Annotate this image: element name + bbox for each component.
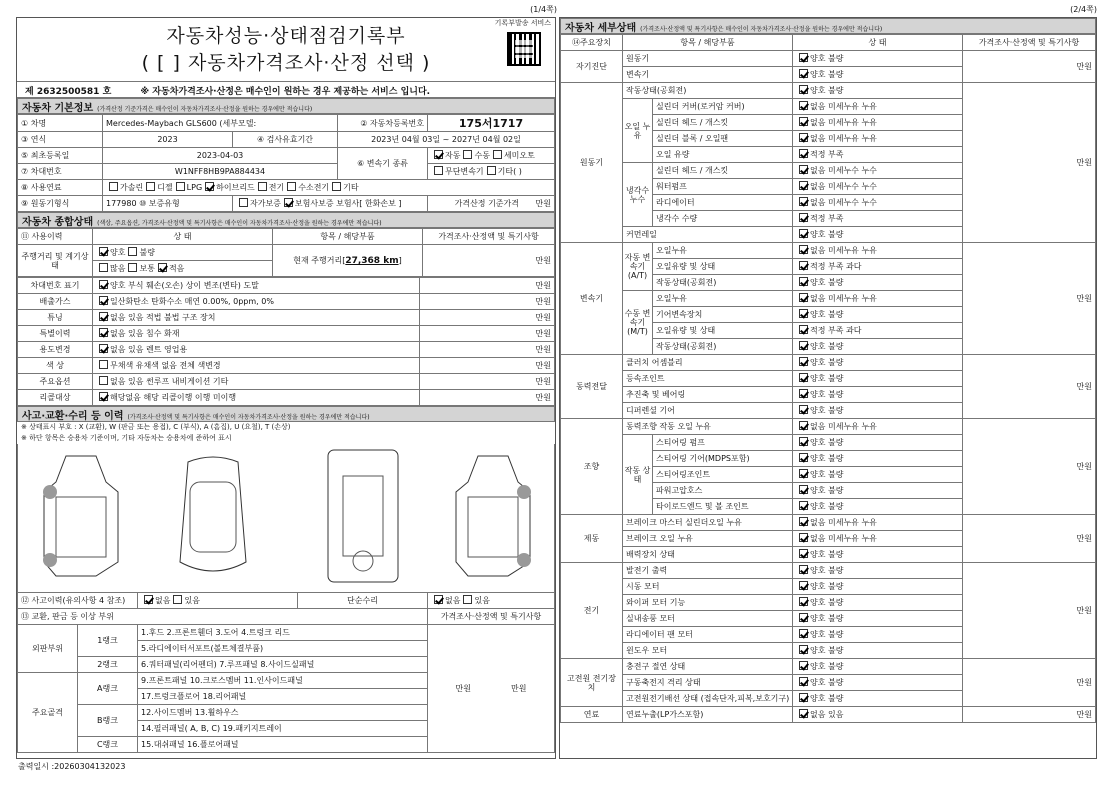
table-row: 작동상태(공회전) 양호 불량 <box>561 275 1096 291</box>
table-row: 냉각수 누수 실린더 헤드 / 개스킷 없음 미세누수 누수 <box>561 163 1096 179</box>
checkbox[interactable] <box>799 357 808 366</box>
table-row: 오일 누유 실린더 커버(로커암 커버) 없음 미세누유 누유 <box>561 99 1096 115</box>
table-row: 실내송풍 모터 양호 불량 <box>561 611 1096 627</box>
table-row: 차대번호 표기 양호 부식 훼손(오손) 상이 변조(변타) 도말 만원 <box>18 278 555 294</box>
table-row: 제동 브레이크 마스터 실린더오일 누유 없음 미세누유 누유 만원 <box>561 515 1096 531</box>
checkbox[interactable] <box>799 341 808 350</box>
table-row: 와이퍼 모터 기능 양호 불량 <box>561 595 1096 611</box>
table-row: 주요옵션 없음 있음 썬루프 내비게이션 기타 만원 <box>18 374 555 390</box>
checkbox[interactable] <box>799 613 808 622</box>
checkbox[interactable] <box>799 517 808 526</box>
header <box>17 18 555 82</box>
table-row: 등속조인트 양호 불량 <box>561 371 1096 387</box>
checkbox[interactable] <box>799 277 808 286</box>
checkbox[interactable] <box>799 437 808 446</box>
table-row: 시동 모터 양호 불량 <box>561 579 1096 595</box>
table-row: 자기진단 원동기 양호 불량 만원 <box>561 51 1096 67</box>
checkbox[interactable] <box>99 344 108 353</box>
plate-number: 175서1717 <box>428 115 555 132</box>
table-row: 색 상 무채색 유채색 없음 전체 색변경 만원 <box>18 358 555 374</box>
checkbox[interactable] <box>799 309 808 318</box>
checkbox[interactable] <box>799 677 808 686</box>
left-page <box>16 17 556 759</box>
table-row: 고전원전기배선 상태 (접속단자,피복,보호기구) 양호 불량 <box>561 691 1096 707</box>
accident-header: 사고·교환·수리 등 이력 (가격조사·산정액 및 특기사항은 매수인이 자동차가격조사·산정을 원하는 경우에만 적습니다) <box>17 406 555 422</box>
checkbox[interactable] <box>799 85 808 94</box>
table-row: 배력장치 상태 양호 불량 <box>561 547 1096 563</box>
doc-notice: ※ 자동차가격조사·산정은 매수인이 원하는 경우 제공하는 서비스 입니다. <box>140 87 431 97</box>
table-row: 추진축 및 베어링 양호 불량 <box>561 387 1096 403</box>
checkbox[interactable] <box>799 597 808 606</box>
table-row: 연료 연료누출(LP가스포함) 없음 있음 만원 <box>561 707 1096 723</box>
page-number-right: (2/4쪽) <box>1070 5 1097 14</box>
checkbox[interactable] <box>799 389 808 398</box>
checkbox[interactable] <box>799 645 808 654</box>
table-row: 조향 동력조향 작동 오일 누유 없음 미세누유 누유 만원 <box>561 419 1096 435</box>
checkbox[interactable] <box>799 485 808 494</box>
checkbox[interactable] <box>799 565 808 574</box>
checkbox[interactable] <box>799 213 808 222</box>
table-row: 윈도우 모터 양호 불량 <box>561 643 1096 659</box>
checkbox[interactable] <box>99 296 108 305</box>
table-row: 튜닝 없음 있음 적법 불법 구조 장치 만원 <box>18 310 555 326</box>
checkbox[interactable] <box>799 709 808 718</box>
checkbox[interactable] <box>99 360 108 369</box>
car-side-left-icon <box>36 452 126 580</box>
checkbox[interactable] <box>799 149 808 158</box>
overall-rows <box>17 277 555 406</box>
table-row: 스티어링조인트 양호 불량 <box>561 467 1096 483</box>
table-row: 변속기 양호 불량 <box>561 67 1096 83</box>
checkbox[interactable] <box>799 325 808 334</box>
checkbox[interactable] <box>799 533 808 542</box>
right-page <box>559 17 1097 759</box>
car-frame-icon <box>318 446 408 586</box>
table-row: 수동 변속기 (M/T) 오일누유 없음 미세누유 누유 <box>561 291 1096 307</box>
table-row: 냉각수 수량 적정 부족 <box>561 211 1096 227</box>
table-row: 실린더 블록 / 오일팬 없음 미세누유 누유 <box>561 131 1096 147</box>
table-row: 커먼레일 양호 불량 <box>561 227 1096 243</box>
table-row: 원동기 작동상태(공회전) 양호 불량 만원 <box>561 83 1096 99</box>
table-row: 실린더 헤드 / 개스킷 없음 미세누유 누유 <box>561 115 1096 131</box>
table-row: 라디에이터 팬 모터 양호 불량 <box>561 627 1096 643</box>
checkbox[interactable] <box>799 165 808 174</box>
overall-header: 자동차 종합상태 (색상, 주요옵션, 가격조사·산정액 및 특기사항은 매수인이 자동차가격조사·산정을 원하는 경우에만 적습니다) <box>17 212 555 228</box>
print-timestamp: 출력일시 :20260304132023 <box>18 762 126 771</box>
table-row: 오일유량 및 상태 적정 부족 과다 <box>561 259 1096 275</box>
checkbox[interactable] <box>799 261 808 270</box>
table-row: 동력전달 클러치 어셈블리 양호 불량 만원 <box>561 355 1096 371</box>
checkbox[interactable] <box>799 693 808 702</box>
checkbox[interactable] <box>799 181 808 190</box>
document-subtitle: ( [ ] 자동차가격조사·산정 선택 ) <box>141 52 431 74</box>
table-row: 전기 발전기 출력 양호 불량 만원 <box>561 563 1096 579</box>
checkbox[interactable] <box>799 581 808 590</box>
table-row: 디퍼렌셜 기어 양호 불량 <box>561 403 1096 419</box>
checkbox[interactable] <box>799 293 808 302</box>
checkbox[interactable] <box>99 392 108 401</box>
checkbox[interactable] <box>799 469 808 478</box>
checkbox[interactable] <box>799 53 808 62</box>
checkbox[interactable] <box>799 453 808 462</box>
checkbox[interactable] <box>799 661 808 670</box>
checkbox[interactable] <box>799 117 808 126</box>
checkbox[interactable] <box>799 245 808 254</box>
car-side-right-icon <box>448 452 538 580</box>
table-row: 타이로드엔드 및 볼 조인트 양호 불량 <box>561 499 1096 515</box>
document-title: 자동차성능·상태점검기록부 <box>166 25 406 47</box>
checkbox[interactable] <box>99 328 108 337</box>
basic-info-table: ① 차명 Mercedes-Maybach GLS600 (세부모델: ② 자동차등록번호 175서1717 ③ 연식 2023 ④ 검사유효기간 2023년 04월 03일 ~ 2027년 04월 02일 ⑤ 최초등록일 2023-04-03 ⑥ 변속기 종류 자동 수동 세미오토 ⑦ 차대번호 W1NFF8HB9PA884434 무단변속기 기타( ) ⑧ 사용연료 가솔린 디젤 LPG 하이브리드 전기 수소전기 기타 ⑨ 원동기형식 177980 ⑩ 보증유형 자가보증 보험사보증 보험사[ 한화손보 ] 가격산정 기준가격 만원 <box>17 114 555 212</box>
checkbox[interactable] <box>99 376 108 385</box>
mileage-value: 27,368 km <box>345 256 399 266</box>
page-number-left: (1/4쪽) <box>530 5 557 14</box>
table-row: 리콜대상 해당없음 해당 리콜이행 이행 미이행 만원 <box>18 390 555 406</box>
table-row: 오일유량 및 상태 적정 부족 과다 <box>561 323 1096 339</box>
checkbox[interactable] <box>99 312 108 321</box>
car-top-front-icon <box>168 452 258 580</box>
table-row: 파워고압호스 양호 불량 <box>561 483 1096 499</box>
legend-1: ※ 상태표시 부호 : X (교환), W (판금 또는 용접), C (부식), A (흠집), U (요철), T (손상) <box>21 423 291 431</box>
table-row: 특별이력 없음 있음 침수 화재 만원 <box>18 326 555 342</box>
checkbox[interactable] <box>799 549 808 558</box>
doc-number: 제 2632500581 호 <box>25 87 112 97</box>
table-row: 배출가스 일산화탄소 탄화수소 매연 0.00%, 0ppm, 0% 만원 <box>18 294 555 310</box>
checkbox[interactable] <box>799 101 808 110</box>
table-row: 용도변경 없음 있음 렌트 영업용 만원 <box>18 342 555 358</box>
detail-table: ⑭주요장치 항목 / 해당부품 상 태 가격조사·산정액 및 특기사항 자기진단 원동기 양호 불량 만원 변속기 양호 불량 원동기 작동상태(공회전) 양호 불량 만원 오일 누유 실린더 커버(로커암 커버) 없음 미세누유 누유 실린더 헤드 / 개스킷 없음 미세누유 누유 실린더 블록 / 오일팬 없음 미세누유 누유 오일 유량 적정 부족 냉각수 누수 실린더 헤드 / 개스킷 없음 미세누수 누수 워터펌프 없음 미세누수 누수 라디에이터 없음 미세누수 누수 냉각수 수량 적정 부족 커먼레일 양호 불량 변속기 자동 변속기 (A/T) 오일누유 없음 미세누유 누유 만원 오일유량 및 상태 적정 부족 과다 작동상태(공회전) 양호 불량 수동 변속기 (M/T) 오일누유 없음 미세누유 누유 기어변속장치 양호 불량 오일유량 및 상태 적정 부족 과다 작동상태(공회전) 양호 불량 동력전달 클러치 어셈블리 양호 불량 만원 등속조인트 양호 불량 추진축 및 베어링 양호 불량 디퍼렌셜 기어 양호 불량 조향 동력조향 작동 오일 누유 없음 미세누유 누유 만원 작동 상태 스티어링 펌프 양호 불량 스티어링 기어(MDPS포함) 양호 불량 스티어링조인트 양호 불량 파워고압호스 양호 불량 타이로드엔드 및 볼 조인트 양호 불량 제동 브레이크 마스터 실린더오일 누유 없음 미세누유 누유 만원 브레이크 오일 누유 없음 미세누유 누유 배력장치 상태 양호 불량 전기 발전기 출력 양호 불량 만원 시동 모터 양호 불량 와이퍼 모터 기능 양호 불량 실내송풍 모터 양호 불량 라디에이터 팬 모터 양호 불량 윈도우 모터 양호 불량 고전원 전기장치 충전구 절연 상태 양호 불량 만원 구동축전지 격리 상태 양호 불량 고전원전기배선 상태 (접속단자,피복,보호기구) 양호 불량 연료 연료누출(LP가스포함) 없음 있음 만원 <box>560 34 1096 723</box>
table-row: 라디에이터 없음 미세누수 누수 <box>561 195 1096 211</box>
car-diagram <box>17 444 555 592</box>
checkbox[interactable] <box>799 133 808 142</box>
checkbox[interactable] <box>799 229 808 238</box>
table-row: 워터펌프 없음 미세누수 누수 <box>561 179 1096 195</box>
checkbox[interactable] <box>799 373 808 382</box>
legend-2: ※ 하단 항목은 승용차 기준이며, 기타 자동차는 승용차에 준하여 표시 <box>21 434 232 442</box>
table-row: 기어변속장치 양호 불량 <box>561 307 1096 323</box>
table-row: 작동상태(공회전) 양호 불량 <box>561 339 1096 355</box>
overall-table: ⑪ 사용이력 상 태 항목 / 해당부품 가격조사·산정액 및 특기사항 주행거리 및 계기상태 양호 불량 현재 주행거리[27,368 km] 만원 많음 보통 적음 <box>17 228 555 277</box>
checkbox[interactable] <box>799 405 808 414</box>
table-row: 구동축전지 격리 상태 양호 불량 <box>561 675 1096 691</box>
qr-code-icon <box>507 32 541 66</box>
table-row: 스티어링 기어(MDPS포함) 양호 불량 <box>561 451 1096 467</box>
table-row: 변속기 자동 변속기 (A/T) 오일누유 없음 미세누유 누유 만원 <box>561 243 1096 259</box>
table-row: 고전원 전기장치 충전구 절연 상태 양호 불량 만원 <box>561 659 1096 675</box>
checkbox[interactable] <box>799 69 808 78</box>
checkbox[interactable] <box>799 501 808 510</box>
checkbox[interactable] <box>99 280 108 289</box>
checkbox[interactable] <box>799 421 808 430</box>
table-row: 브레이크 오일 누유 없음 미세누유 누유 <box>561 531 1096 547</box>
table-row: 오일 유량 적정 부족 <box>561 147 1096 163</box>
table-row: 작동 상태 스티어링 펌프 양호 불량 <box>561 435 1096 451</box>
checkbox[interactable] <box>799 197 808 206</box>
basic-info-header: 자동차 기본정보 (가격산정 기준가격은 매수인이 자동차가격조사·산정을 원하는 경우에만 적습니다) <box>17 98 555 114</box>
qr-label: 기록부발송 서비스 <box>494 19 551 27</box>
doc-number-row <box>17 82 555 98</box>
checkbox[interactable] <box>799 629 808 638</box>
checkbox[interactable] <box>434 150 443 159</box>
accident-table: ⑫ 사고이력(유의사항 4 참조) 없음 있음 단순수리 없음 있음 ⑬ 교환, 판금 등 이상 부위 가격조사·산정액 및 특기사항 외판부위 1랭크 1.후드 2.프론트휀더 3.도어 4.트렁크 리드 만원 만원 5.라디에이터서포트(볼트체결부품) 2랭크 6.쿼터패널(리어펜더) 7.루프패널 8.사이드실패널 주요골격 A랭크 9.프론트패널 10.크로스멤버 11.인사이드패널 17.트렁크플로어 18.리어패널 B랭크 12.사이드멤버 13.휠하우스 14.필러패널( A, B, C) 19.패키지트레이 C랭크 15.대쉬패널 16.플로어패널 <box>17 592 555 753</box>
detail-header: 자동차 세부상태 (가격조사·산정액 및 특기사항은 매수인이 자동차가격조사·산정을 원하는 경우에만 적습니다) <box>560 18 1096 34</box>
